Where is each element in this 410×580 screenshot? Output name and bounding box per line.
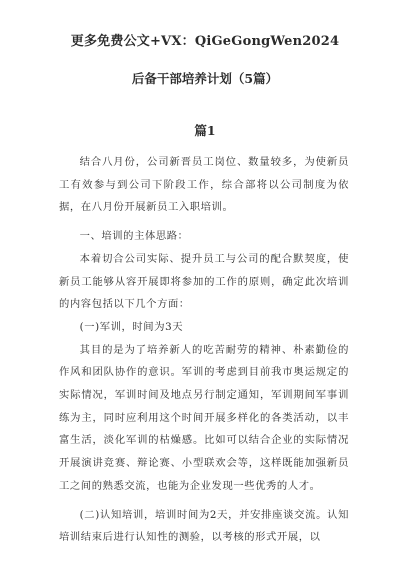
paragraph-subheading-1: (一)军训，时间为3天 [79,320,184,333]
paragraph-principle: 本着切合公司实际、提升员工与公司的配合默契度，使新员工能够从容开展即将参加的工作的原则，确定此次培训的内容包括以下几个方面： [59,252,349,311]
paragraph-cognitive-training: (二)认知培训，培训时间为2天，并安排座谈交流。认知培训结束后进行认知性的测验，以考核的形式开展，以 [59,508,349,544]
paragraph-military-training: 其目的是为了培养新人的吃苦耐劳的精神、朴素勤俭的作风和团队协作的意识。军训的考虑到目前我市奥运规定的实际情况，军训时间及地点另行制定通知，军训期间军事训练为主，同时应利用这个时间开展多样化的各类活动，以丰富生活，淡化军训的枯燥感。比如可以结合企业的实际情况开展演讲竞赛、辩论赛、小型联欢会等，这样既能加强新员工之间的熟悉交流，也能为企业发现一些优秀的人才。 [59,343,349,492]
paragraph-intro: 结合八月份，公司新晋员工岗位、数量较多，为使新员工有效参与到公司下阶段工作，综合部将以公司制度为依据，在八月份开展新员工入职培训。 [59,156,349,214]
document-body [59,151,349,549]
paragraph-heading-1: 一、培训的主体思路： [79,230,189,243]
section-title: 篇1 [194,123,216,138]
document-title: 后备干部培养计划（5篇） [131,71,279,86]
promo-header: 更多免费公文+VX：QiGeGongWen2024 [70,34,340,49]
